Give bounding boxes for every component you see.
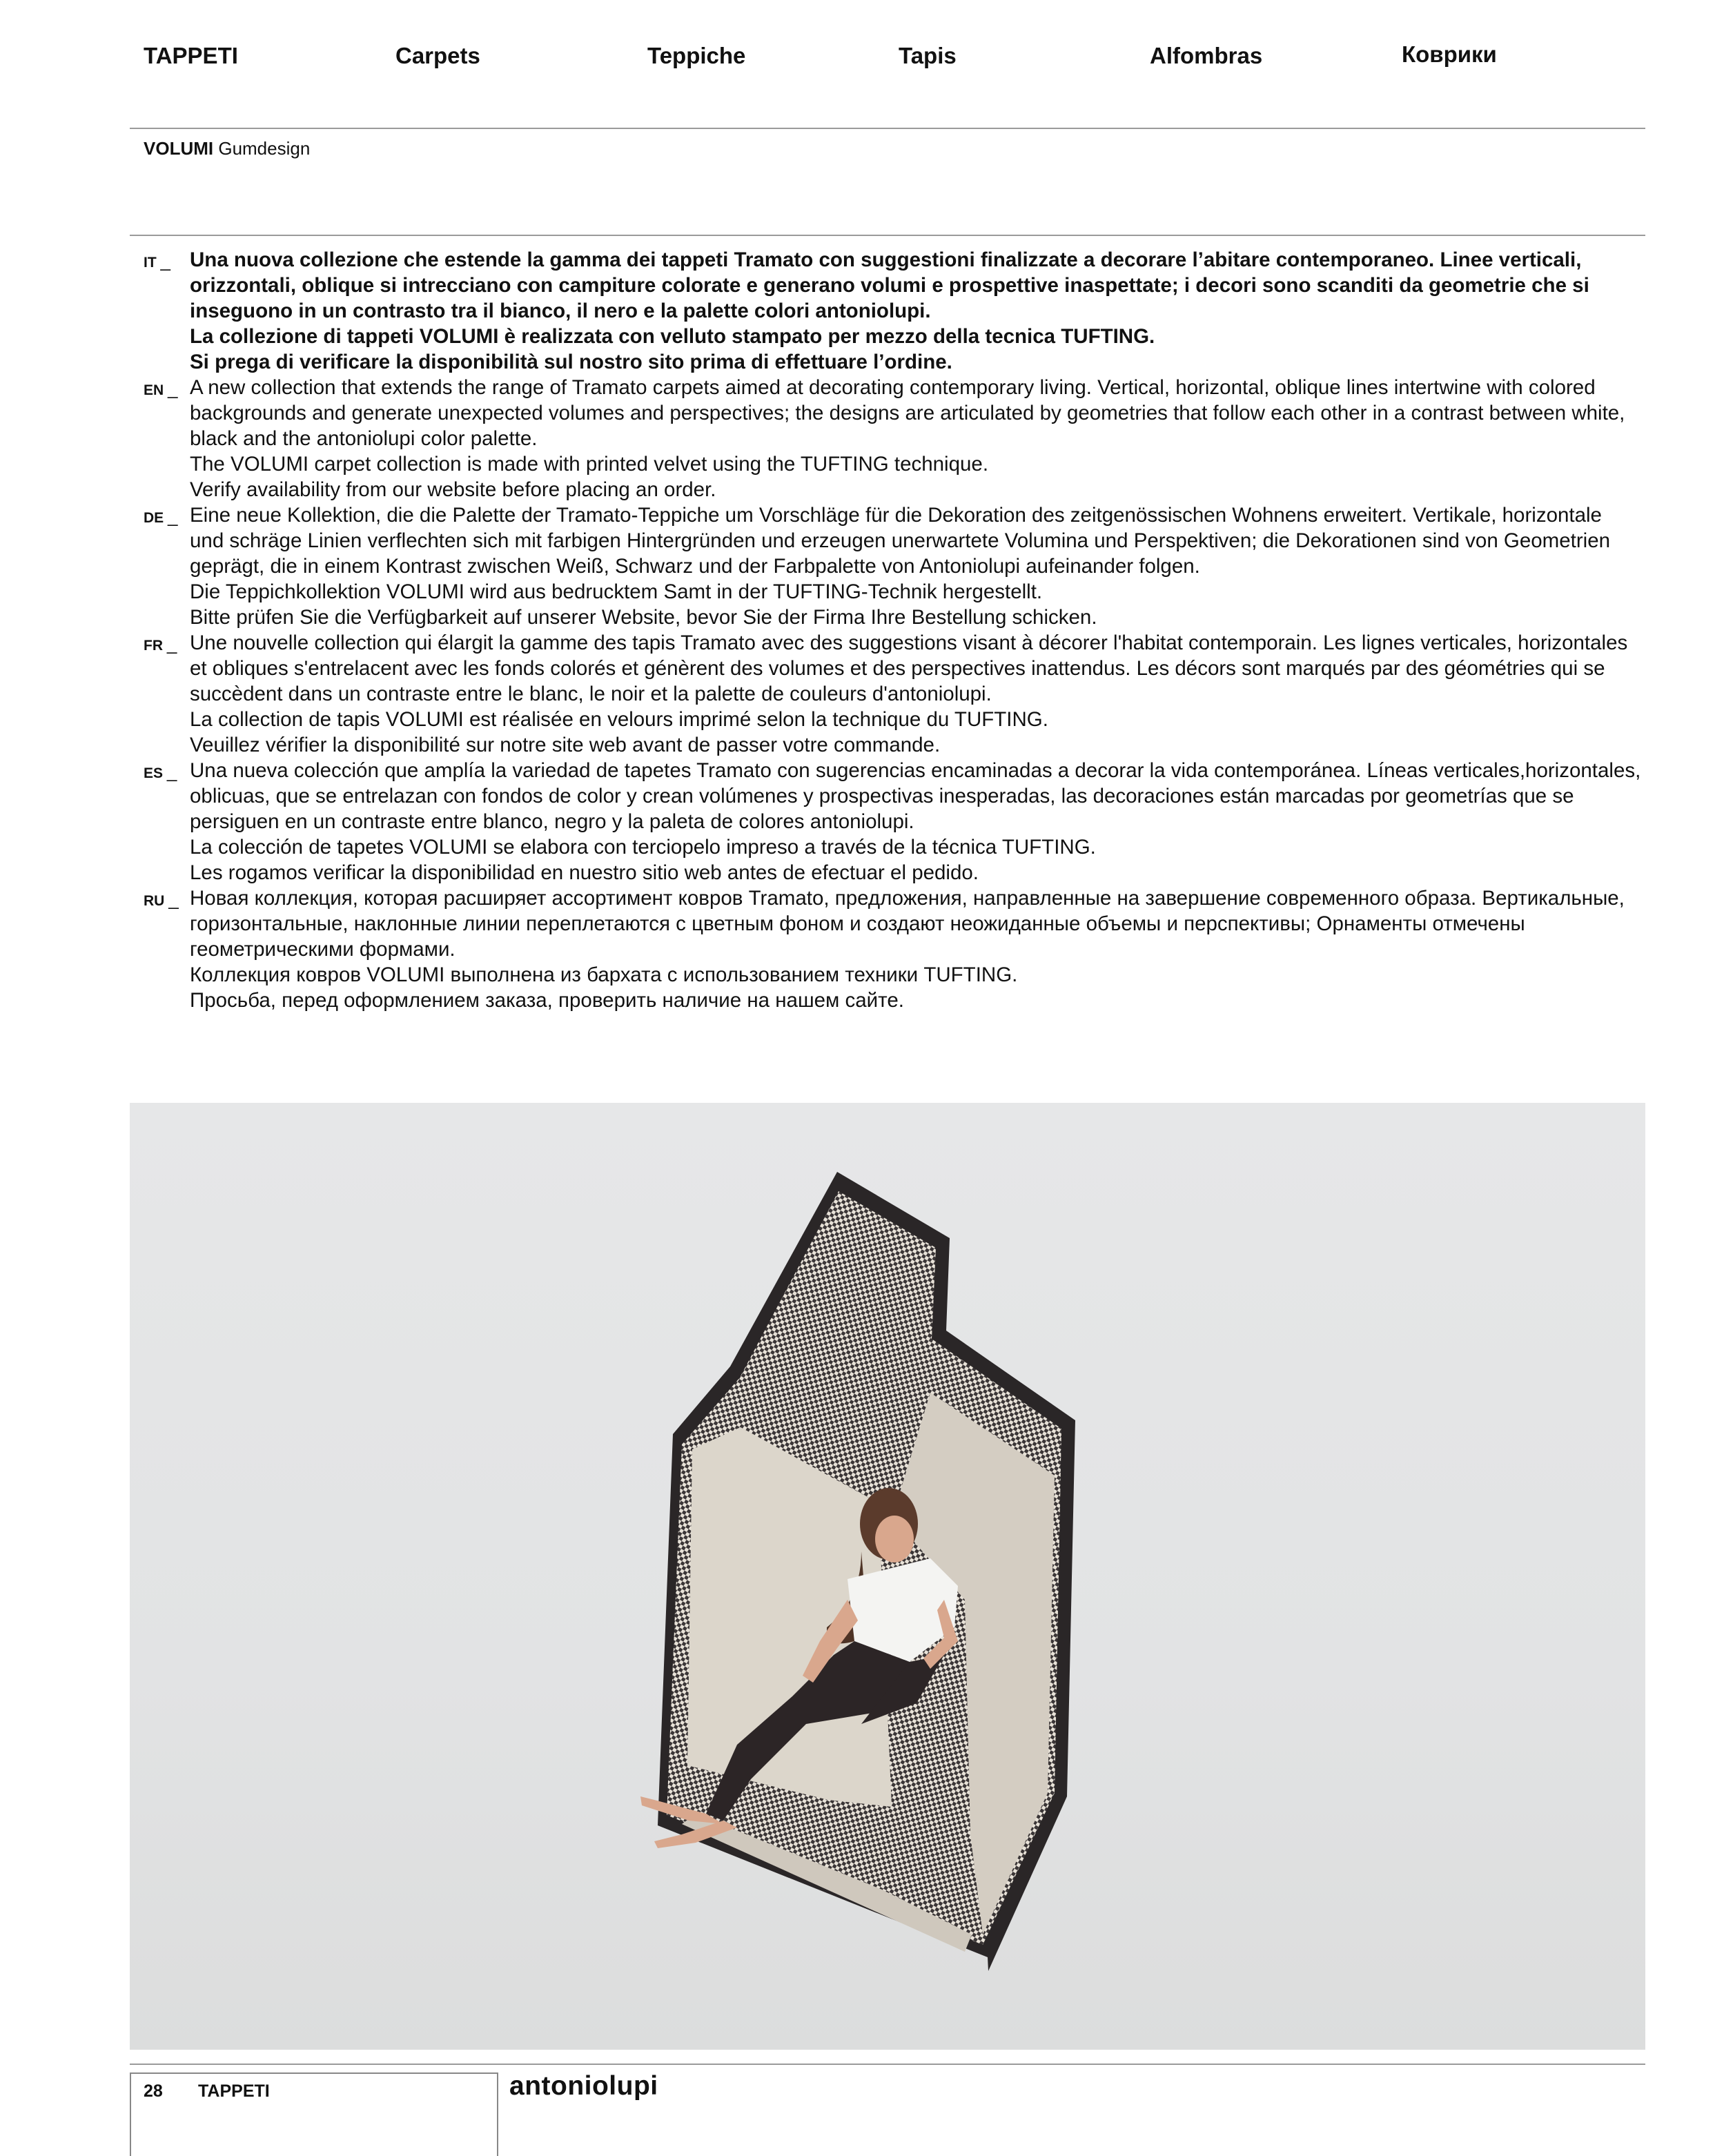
text-divider (130, 235, 1645, 236)
lang-code: DE _ (144, 506, 178, 527)
lang-code: RU _ (144, 889, 179, 910)
description-line: Die Teppichkollektion VOLUMI wird aus bedrucktem Samt in der TUFTING-Technik hergestellt. (190, 580, 1043, 603)
description-line: Eine neue Kollektion, die die Palette der Tramato-Teppiche um Vorschläge für die Dekoration des zeitgenössischen Wohnens erweitert. Vertikale, horizontale und schräge Linien verflechten sich mit farbigen Hintergründen und erzeugen unerwartete Volumina und Perspektiven; die Dekorationen sind von Geometrien geprägt, die in einem Kontrast zwischen Weiß, Schwarz und der Farbpalette von Antoniolupi aufeinander folgen. (190, 504, 1611, 578)
header-lang-it: TAPPETI (144, 43, 238, 68)
footer-box (130, 2072, 498, 2156)
description-line: La collezione di tappeti VOLUMI è realizzata con velluto stampato per mezzo della tecnica TUFTING. (190, 325, 1155, 348)
footer-section-title: TAPPETI (198, 2081, 270, 2101)
description-es (144, 758, 1641, 885)
lang-code: EN _ (144, 378, 178, 399)
footer-divider (130, 2064, 1645, 2065)
description-it (144, 247, 1641, 375)
description-line: Una nuova collezione che estende la gamma dei tappeti Tramato con suggestioni finalizzate a decorare l’abitare contemporaneo. Linee verticali, orizzontali, oblique si intrecciano con campiture colorate e generano volumi e prospettive inaspettate; i decori sono scanditi da geometrie che si inseguono in un contrasto tra il bianco, il nero e la palette colori antoniolupi. (190, 248, 1589, 322)
header-lang-de: Teppiche (647, 43, 746, 68)
description-de (144, 502, 1641, 630)
product-photo (130, 1103, 1645, 2050)
description-line: The VOLUMI carpet collection is made with printed velvet using the TUFTING technique. (190, 453, 989, 476)
description-line: Коллекция ковров VOLUMI выполнена из бархата с использованием техники TUFTING. (190, 963, 1018, 986)
description-line: Si prega di verificare la disponibilità sul nostro sito prima di effettuare l’ordine. (190, 351, 952, 373)
description-line: A new collection that extends the range of Tramato carpets aimed at decorating contemporary living. Vertical, horizontal, oblique lines intertwine with colored backgrounds and generate unexpected volumes and perspectives; the designs are articulated by geometries that follow each other in a contrast between white, black and the antoniolupi color palette. (190, 376, 1625, 450)
description-ru (144, 885, 1641, 1013)
description-line: La colección de tapetes VOLUMI se elabora con terciopelo impreso a través de la técnica TUFTING. (190, 836, 1096, 859)
brand-logo: antoniolupi (509, 2071, 658, 2101)
lang-code: IT _ (144, 251, 170, 271)
description-line: Les rogamos verificar la disponibilidad en nuestro sitio web antes de efectuar el pedido. (190, 861, 979, 884)
page-number: 28 (144, 2081, 163, 2101)
description-line: Une nouvelle collection qui élargit la gamme des tapis Tramato avec des suggestions visant à décorer l'habitat contemporain. Les lignes verticales, horizontales et obliques s'entrelacent avec les fonds colorés et génèrent des volumes et des perspectives inattendus. Les décors sont marqués par des géométries qui se succèdent dans un contraste entre le blanc, le noir et la palette de couleurs d'antoniolupi. (190, 631, 1628, 705)
description-line: Una nueva colección que amplía la variedad de tapetes Tramato con sugerencias encaminadas a decorar la vida contemporánea. Líneas verticales,horizontales, oblicuas, que se entrelazan con fondos de color y crean volúmenes y prospectivas inesperadas, las decoraciones están marcadas por geometrías que se persiguen en un contraste entre blanco, negro y la paleta de colores antoniolupi. (190, 759, 1641, 833)
description-line: Просьба, перед оформлением заказа, проверить наличие на нашем сайте. (190, 989, 904, 1012)
description-line: Verify availability from our website before placing an order. (190, 478, 716, 501)
designer-name: Gumdesign (218, 138, 311, 159)
description-line: Новая коллекция, которая расширяет ассортимент ковров Tramato, предложения, направленные на завершение современного образа. Вертикальные, горизонтальные, наклонные линии переплетаются с цветным фоном и создают неожиданные объемы и перспективы; Орнаменты отмечены геометрическими формами. (190, 887, 1625, 961)
header-lang-fr: Tapis (899, 43, 957, 68)
description-line: La collection de tapis VOLUMI est réalisée en velours imprimé selon la technique du TUFTING. (190, 708, 1048, 731)
header-lang-en: Carpets (395, 43, 480, 68)
lang-code: FR _ (144, 634, 177, 654)
rug-illustration (130, 1103, 1645, 2050)
lang-code: ES _ (144, 761, 177, 782)
description-block (144, 247, 1641, 1013)
description-line: Veuillez vérifier la disponibilité sur notre site web avant de passer votre commande. (190, 734, 941, 756)
header-lang-es: Alfombras (1150, 43, 1263, 68)
header-lang-ru: Коврики (1402, 41, 1497, 67)
header-divider (130, 128, 1645, 129)
product-name: VOLUMI (144, 138, 214, 159)
description-line: Bitte prüfen Sie die Verfügbarkeit auf unserer Website, bevor Sie der Firma Ihre Bestellung schicken. (190, 606, 1097, 629)
product-subtitle (144, 138, 310, 159)
description-en (144, 375, 1641, 502)
description-fr (144, 630, 1641, 758)
